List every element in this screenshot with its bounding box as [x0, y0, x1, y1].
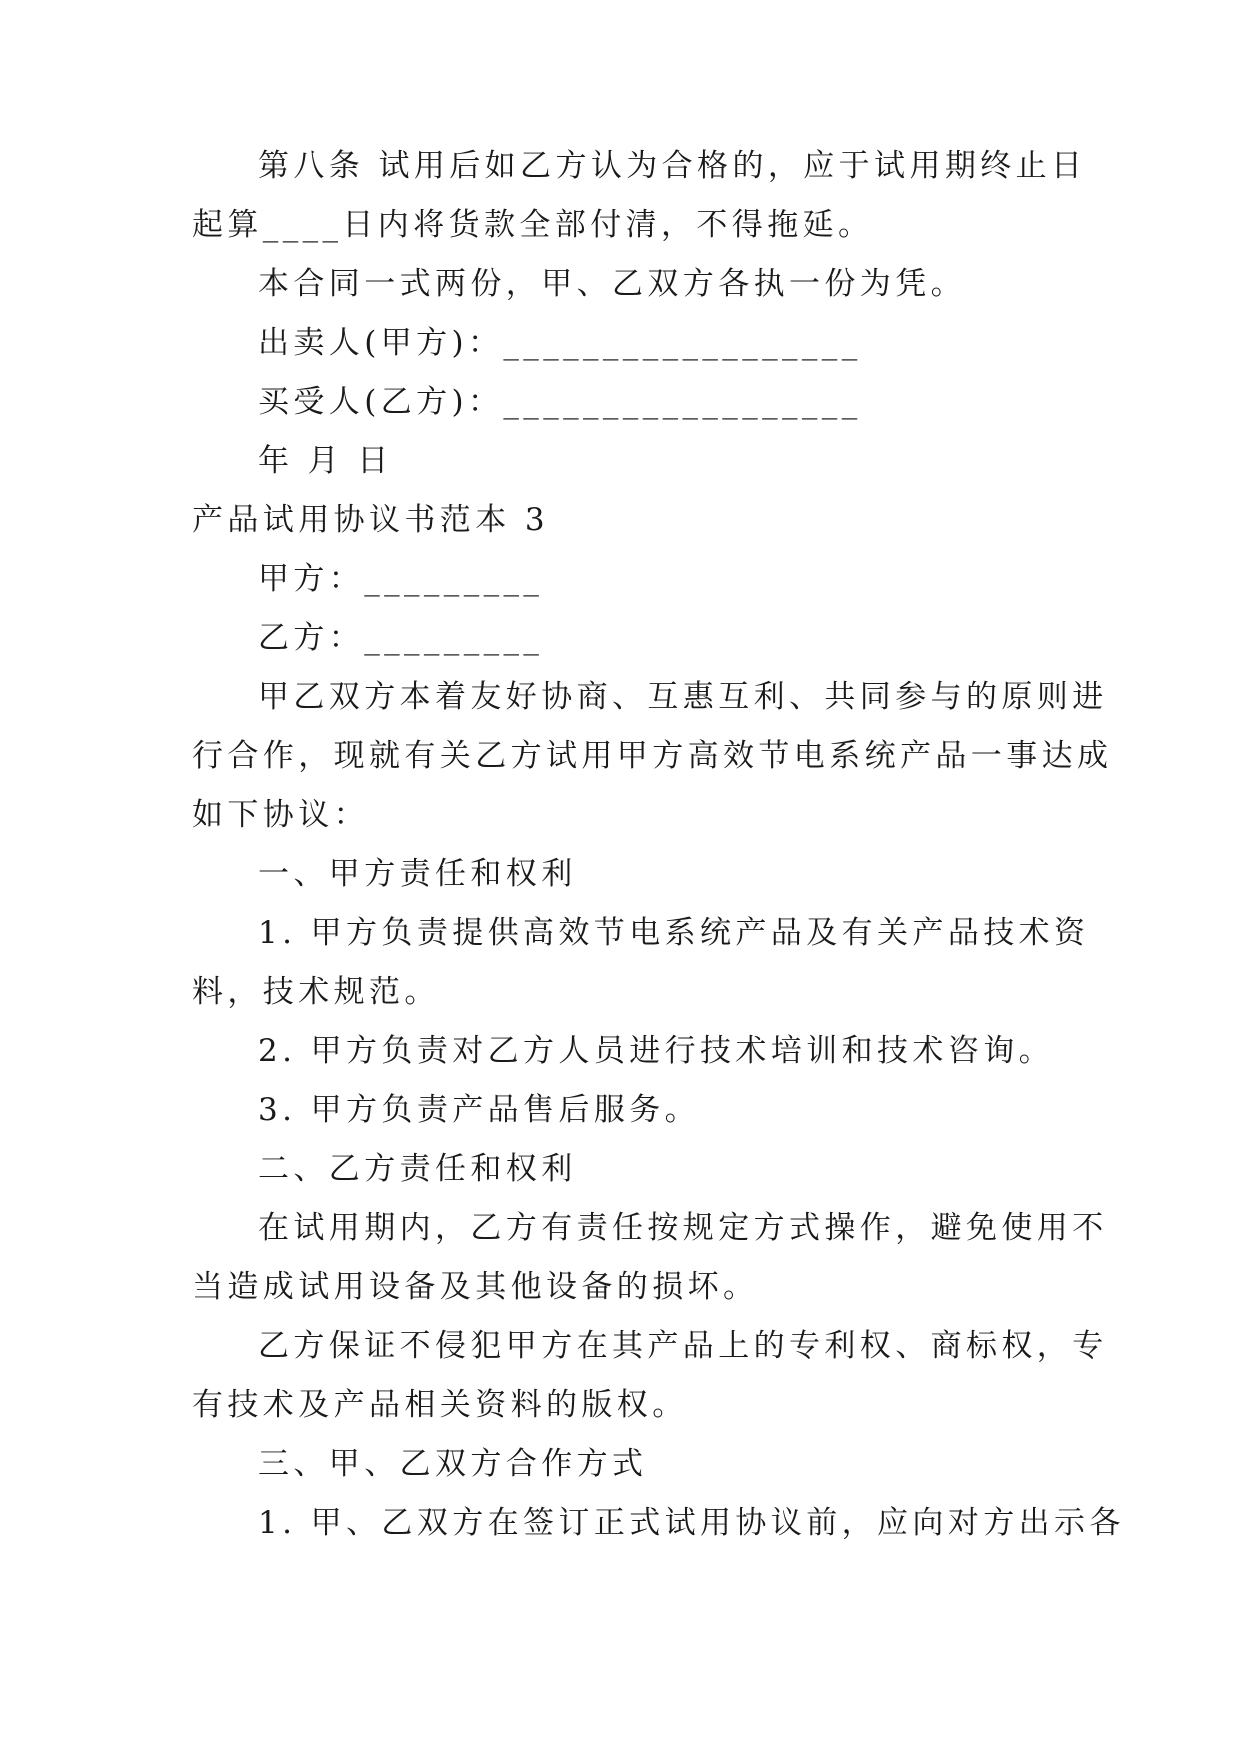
paragraph-line: 1. 甲、乙双方在签订正式试用协议前，应向对方出示各 [258, 1505, 1125, 1541]
paragraph-line: 料，技术规范。 [192, 974, 440, 1010]
paragraph-line: 当造成试用设备及其他设备的损坏。 [192, 1269, 759, 1305]
clause-heading: 一、甲方责任和权利 [258, 856, 577, 892]
signature-line-buyer: 买受人(乙方)：__________________ [258, 384, 862, 420]
clause-heading: 二、乙方责任和权利 [258, 1151, 577, 1187]
paragraph-line: 行合作，现就有关乙方试用甲方高效节电系统产品一事达成 [192, 738, 1113, 774]
clause-heading: 三、甲、乙双方合作方式 [258, 1446, 648, 1482]
paragraph-line: 本合同一式两份，甲、乙双方各执一份为凭。 [258, 266, 966, 302]
paragraph-line: 乙方保证不侵犯甲方在其产品上的专利权、商标权，专 [258, 1328, 1108, 1364]
paragraph-line: 第八条 试用后如乙方认为合格的，应于试用期终止日 [258, 148, 1087, 184]
paragraph-line: 3. 甲方负责产品售后服务。 [258, 1092, 701, 1128]
signature-line-seller: 出卖人(甲方)：__________________ [258, 325, 862, 361]
paragraph-line: 有技术及产品相关资料的版权。 [192, 1387, 688, 1423]
paragraph-line: 在试用期内，乙方有责任按规定方式操作，避免使用不 [258, 1210, 1108, 1246]
paragraph-line: 1. 甲方负责提供高效节电系统产品及有关产品技术资 [258, 915, 1090, 951]
section-title: 产品试用协议书范本 3 [192, 502, 549, 538]
party-b-line: 乙方：_________ [258, 620, 544, 656]
party-a-line: 甲方：_________ [258, 561, 544, 597]
paragraph-line: 起算____日内将货款全部付清，不得拖延。 [192, 207, 874, 243]
paragraph-line: 甲乙双方本着友好协商、互惠互利、共同参与的原则进 [258, 679, 1108, 715]
document-body [192, 137, 1125, 1553]
paragraph-line: 2. 甲方负责对乙方人员进行技术培训和技术咨询。 [258, 1033, 1055, 1069]
date-line: 年 月 日 [258, 443, 393, 479]
paragraph-line: 如下协议： [192, 797, 369, 833]
